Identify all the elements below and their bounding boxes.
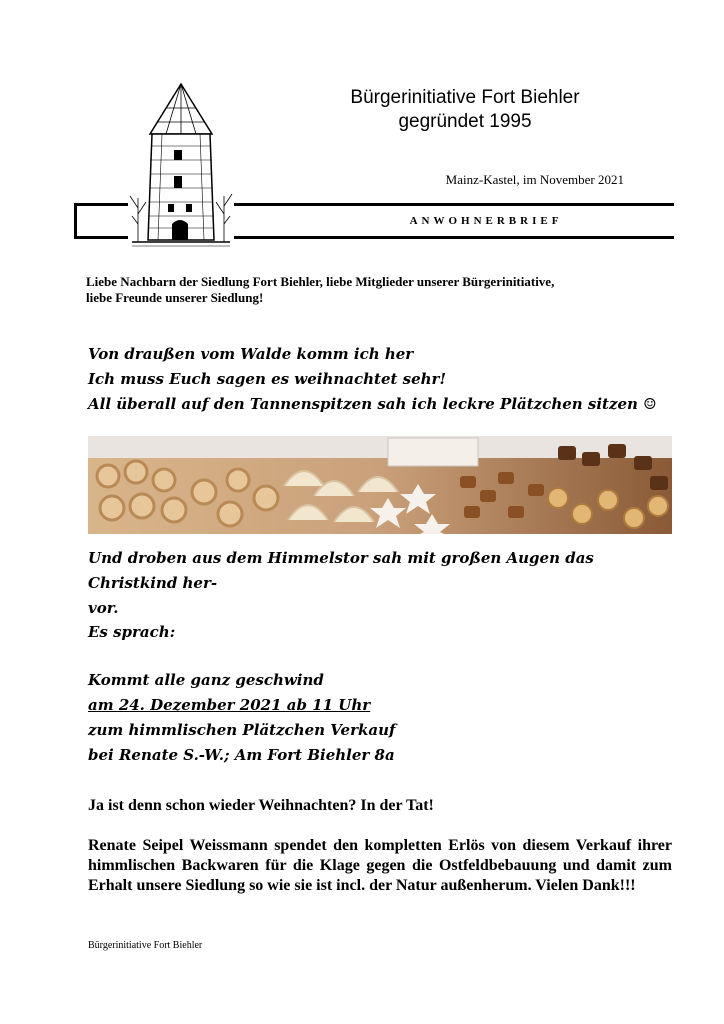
org-name: Bürgerinitiative Fort Biehler bbox=[350, 87, 580, 108]
speech-intro: Es sprach: bbox=[88, 623, 176, 641]
poem-line-text: All überall auf den Tannenspitzen sah ich leckre Plätzchen sitzen bbox=[88, 395, 638, 413]
salutation-line: Liebe Nachbarn der Siedlung Fort Biehler, liebe Mitglieder unserer Bürgerinitiative, bbox=[86, 274, 555, 289]
poem-line: Von draußen vom Walde komm ich her bbox=[88, 345, 414, 363]
founded-line: gegründet 1995 bbox=[398, 111, 532, 132]
invitation bbox=[88, 668, 688, 768]
invite-address: bei Renate S.-W.; Am Fort Biehler 8a bbox=[88, 746, 395, 764]
letter-date: Mainz-Kastel, im November 2021 bbox=[445, 172, 624, 187]
poem-stanza-1 bbox=[88, 342, 688, 417]
document-type: ANWOHNERBRIEF bbox=[409, 215, 563, 227]
tower-logo-icon bbox=[128, 78, 234, 258]
poem-stanza-2 bbox=[88, 546, 688, 621]
footer-text: Bürgerinitiative Fort Biehler bbox=[88, 940, 203, 951]
salutation-line: liebe Freunde unserer Siedlung! bbox=[86, 290, 264, 305]
poem-line bbox=[88, 392, 688, 417]
header-rule-left bbox=[74, 203, 77, 239]
body-paragraph: Renate Seipel Weissmann spendet den kompletten Erlös von diesem Verkauf ihrer himmlischen Backwaren für die Klage gegen die Ostfeldbebauung und damit zum Erhalt unsere Siedlung so wie sie ist incl. der Natur außenherum. Vielen Dank!!! bbox=[88, 837, 672, 894]
poem-line: Ich muss Euch sagen es weihnachtet sehr! bbox=[88, 370, 447, 388]
org-title bbox=[300, 86, 630, 134]
cookie-tray-photo bbox=[88, 436, 672, 534]
poem-line: vor. bbox=[88, 599, 119, 617]
invite-line: Kommt alle ganz geschwind bbox=[88, 671, 324, 689]
body-question: Ja ist denn schon wieder Weihnachten? In der Tat! bbox=[88, 797, 434, 814]
santa-emoji-icon: ☺ bbox=[643, 395, 657, 413]
invite-date: am 24. Dezember 2021 ab 11 Uhr bbox=[88, 696, 371, 714]
poem-line: Und droben aus dem Himmelstor sah mit großen Augen das Christkind her- bbox=[88, 549, 594, 592]
invite-line: zum himmlischen Plätzchen Verkauf bbox=[88, 721, 396, 739]
salutation bbox=[86, 274, 666, 306]
